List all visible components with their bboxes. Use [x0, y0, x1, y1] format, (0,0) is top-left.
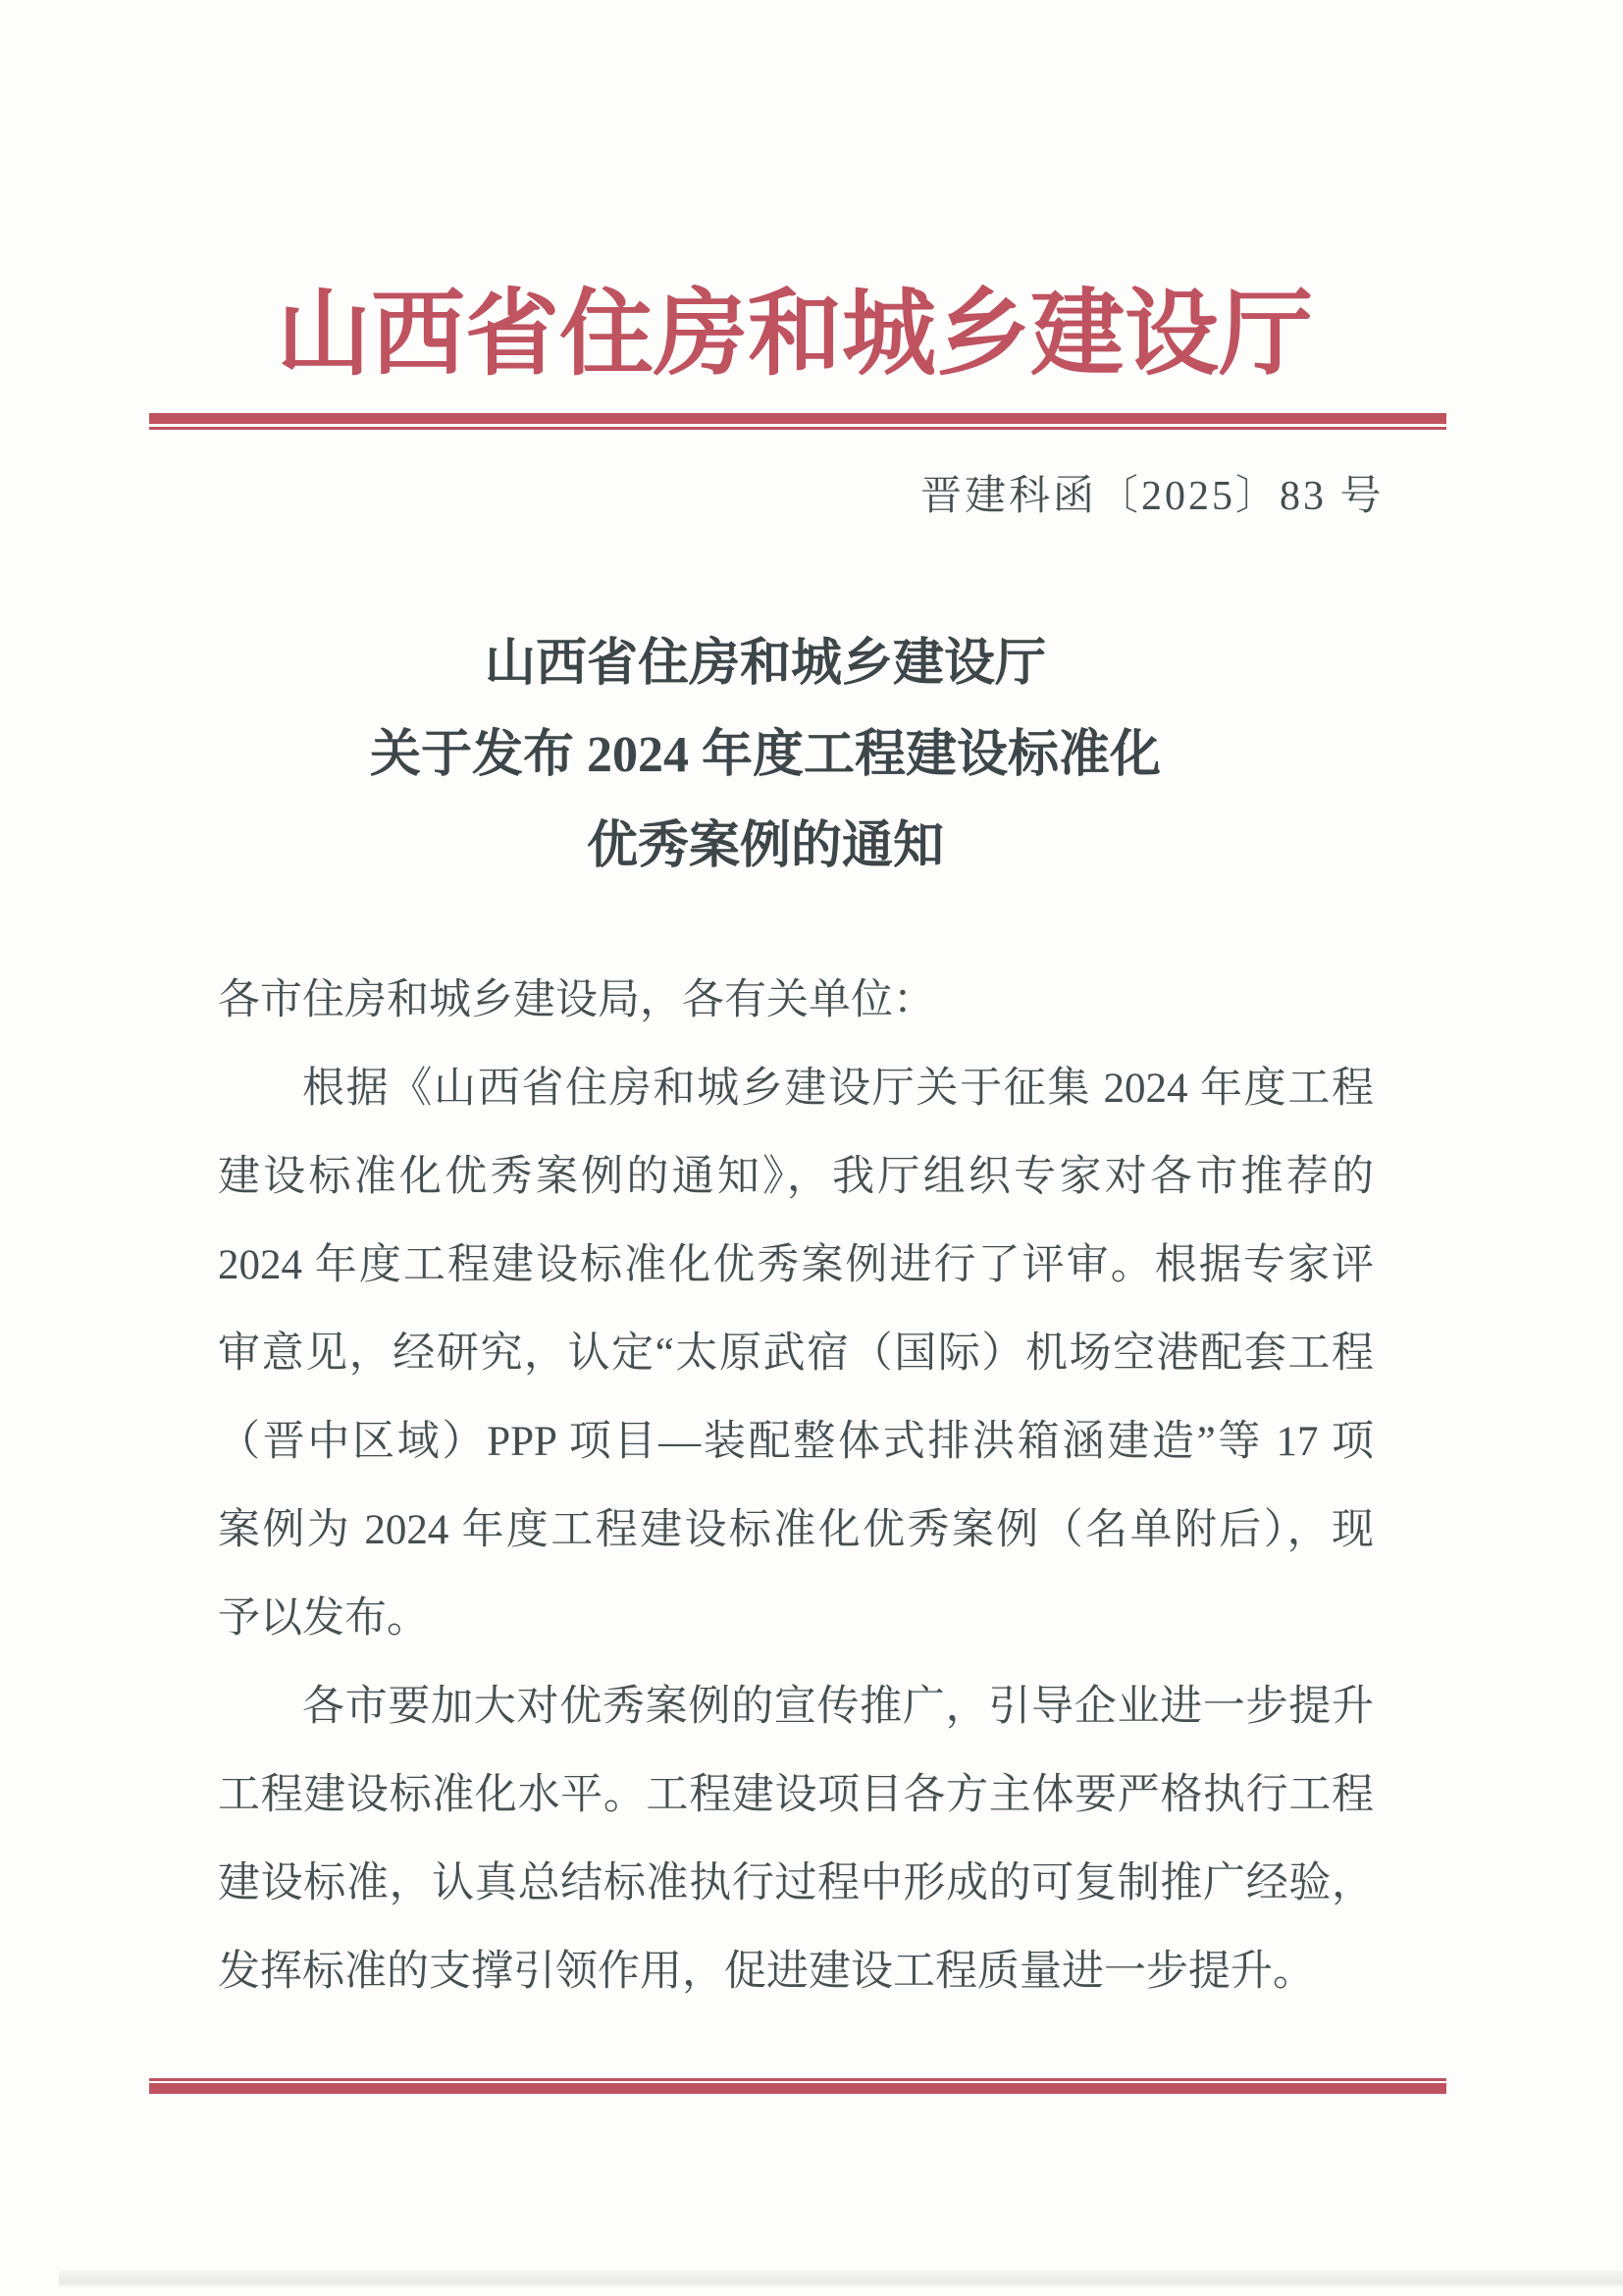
body-line: 根据《山西省住房和城乡建设厅关于征集 2024 年度工程: [302, 1066, 1374, 1112]
body-line: 工程建设标准化水平。工程建设项目各方主体要严格执行工程: [218, 1772, 1374, 1818]
divider-thin-stroke: [149, 427, 1446, 430]
body-line: 2024 年度工程建设标准化优秀案例进行了评审。根据专家评: [218, 1242, 1374, 1288]
agency-masthead-title: 山西省住房和城乡建设厅: [277, 282, 1313, 387]
body-line: 各市住房和城乡建设局，各有关单位：: [218, 977, 935, 1023]
document-title-line: 优秀案例的通知: [586, 818, 944, 874]
body-line: 建设标准，认真总结标准执行过程中形成的可复制推广经验，: [218, 1860, 1374, 1906]
masthead-divider-line: [149, 413, 1446, 430]
scan-edge-shadow: [59, 2270, 1623, 2286]
document-title-line: 关于发布 2024 年度工程建设标准化: [369, 727, 1161, 783]
document-body: [218, 957, 1374, 2016]
body-line: 案例为 2024 年度工程建设标准化优秀案例（名单附后），现: [218, 1507, 1374, 1553]
divider-thick-stroke: [149, 2083, 1446, 2094]
body-line: 审意见，经研究，认定“太原武宿（国际）机场空港配套工程: [218, 1331, 1374, 1377]
body-line: 建设标准化优秀案例的通知》，我厅组织专家对各市推荐的: [218, 1154, 1374, 1200]
body-line: 各市要加大对优秀案例的宣传推广，引导企业进一步提升: [302, 1684, 1374, 1730]
document-title: [157, 618, 1374, 892]
body-line: （晋中区域）PPP 项目—装配整体式排洪箱涵建造”等 17 项: [218, 1419, 1374, 1465]
body-line: 发挥标准的支撑引领作用，促进建设工程质量进一步提升。: [218, 1949, 1315, 1995]
body-line: 予以发布。: [218, 1595, 429, 1642]
document-reference-number: 晋建科函〔2025〕83 号: [920, 474, 1385, 519]
divider-thick-stroke: [149, 413, 1446, 424]
document-title-line: 山西省住房和城乡建设厅: [484, 636, 1046, 692]
footer-divider-line: [149, 2078, 1446, 2094]
